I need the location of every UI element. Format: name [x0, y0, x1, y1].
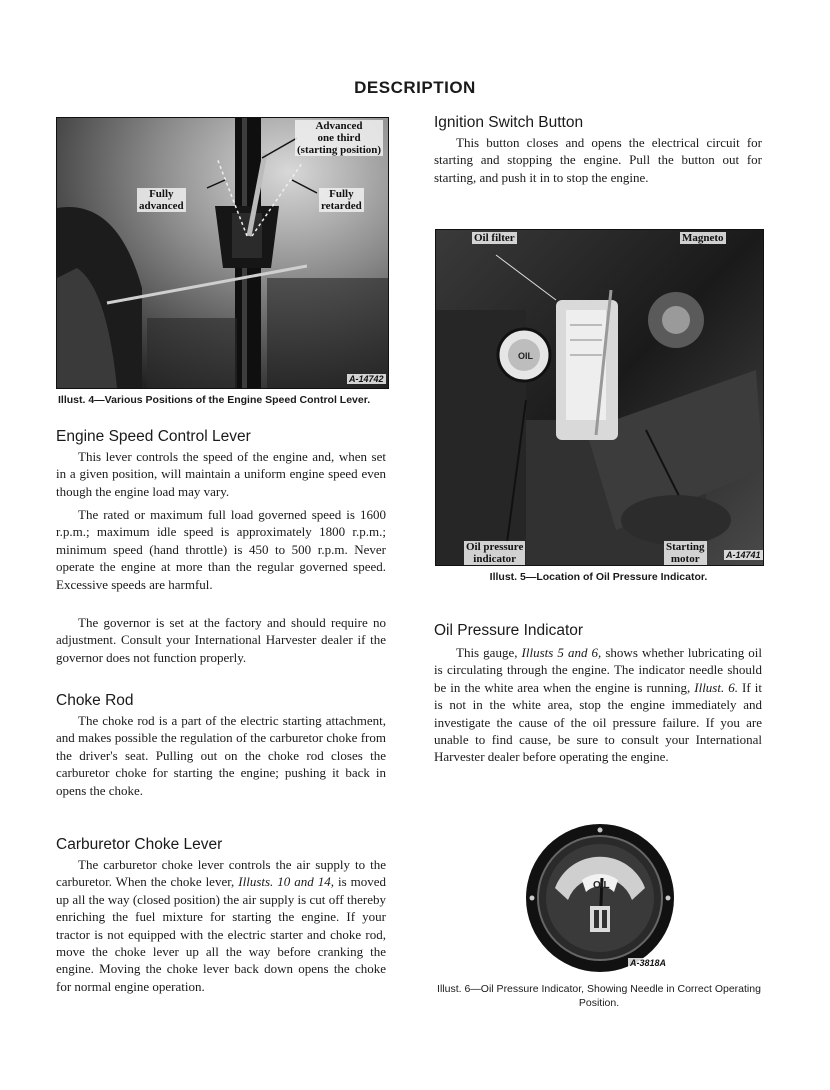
choke-lever-illust-ref: Illusts. 10 and 14,: [238, 874, 334, 890]
oil-pressure-illust-ref-2: Illust. 6.: [694, 679, 739, 695]
label-advanced-one-third: Advanced one third (starting position): [297, 120, 382, 156]
oil-pressure-illust-ref-1: Illusts 5 and 6,: [521, 645, 602, 660]
illust-5-caption: Illust. 5—Location of Oil Pressure Indicator.: [489, 571, 708, 583]
oil-pressure-text-a: This gauge,: [456, 645, 522, 660]
engine-speed-paragraph-1: This lever controls the speed of the engine and, when set in a given position, will maintain a uniform engine speed even though the engine load may vary.: [56, 449, 386, 499]
illust-4-caption: Illust. 4—Various Positions of the Engine Speed Control Lever.: [58, 394, 371, 406]
illust-6-caption: Illust. 6—Oil Pressure Indicator, Showing Needle in Correct Operating Position.: [437, 983, 761, 1009]
label-magneto: Magneto: [682, 232, 724, 244]
svg-text:OIL: OIL: [518, 351, 533, 361]
choke-lever-text-b: is moved up all the way (closed position) the air supply is cut off thereby enriching the fuel mixture for starting the engine. If your tractor is not equipped with the electric starter and choke rod, move the choke lever up all the way before cranking the engine. Moving the choke lever back down opens the choke for normal engine operation.: [56, 874, 386, 994]
oil-pressure-gauge-image: [520, 818, 685, 978]
ignition-paragraph: This button closes and opens the electrical circuit for starting and stopping the engine. Pull the button out for starting, and push it in to stop the engine.: [434, 135, 762, 185]
oil-pressure-paragraph: [434, 644, 762, 766]
label-oil-filter: Oil filter: [474, 232, 515, 244]
illust-5-code: A-14741: [726, 550, 761, 560]
heading-carburetor-choke-lever: Carburetor Choke Lever: [56, 836, 223, 853]
heading-engine-speed-control-lever: Engine Speed Control Lever: [56, 428, 251, 445]
engine-speed-paragraph-2: The rated or maximum full load governed speed is 1600 r.p.m.; maximum idle speed is approximately 1800 r.p.m.; minimum speed (hand throttle) is 450 to 500 r.p.m. Never operate the engine at more than the regular governed speed. Excessive speeds are harmful.: [56, 507, 386, 592]
illust-6-gauge: [520, 818, 685, 978]
choke-lever-text-a: The carburetor choke lever controls the air supply to the carburetor. When the choke lever,: [56, 857, 386, 890]
illust-6-code: A-3818A: [630, 958, 667, 968]
label-fully-retarded: Fully retarded: [321, 188, 362, 212]
oil-pressure-text-b: shows whether lubricating oil is circulating through the engine. The indicator needle should be in the white area when the engine is running,: [434, 645, 762, 695]
choke-rod-paragraph: The choke rod is a part of the electric starting attachment, and makes possible the regulation of the carburetor choke from the driver's seat. Pulling out on the choke rod closes the carburetor choke for starting the engine; pushing it back in opens the choke.: [56, 713, 386, 798]
oil-pressure-text-c: If it is not in the white area, stop the engine immediately and investigate the cause of the oil pressure failure. If you are unable to find cause, be sure to consult your International Harvester dealer before operating the engine.: [434, 679, 762, 765]
illust-5-photo: [435, 229, 764, 566]
engine-speed-lever-image: [57, 118, 388, 388]
illust-4-code: A-14742: [349, 374, 384, 384]
illust-4-photo: [56, 117, 389, 389]
label-starting-motor: Starting motor: [666, 541, 705, 565]
heading-oil-pressure-indicator: Oil Pressure Indicator: [434, 622, 584, 639]
gauge-oil-label: OIL: [593, 880, 610, 891]
engine-speed-paragraph-3: The governor is set at the factory and should require no adjustment. Consult your International Harvester dealer if the governor does not function properly.: [56, 615, 386, 665]
engine-oil-indicator-image: [436, 230, 763, 565]
heading-ignition-switch-button: Ignition Switch Button: [434, 114, 584, 131]
label-oil-pressure-indicator: Oil pressure indicator: [466, 541, 524, 565]
page-title: DESCRIPTION: [354, 78, 476, 97]
carburetor-choke-paragraph: [56, 856, 386, 995]
heading-choke-rod: Choke Rod: [56, 692, 134, 709]
label-fully-advanced: Fully advanced: [139, 188, 184, 212]
